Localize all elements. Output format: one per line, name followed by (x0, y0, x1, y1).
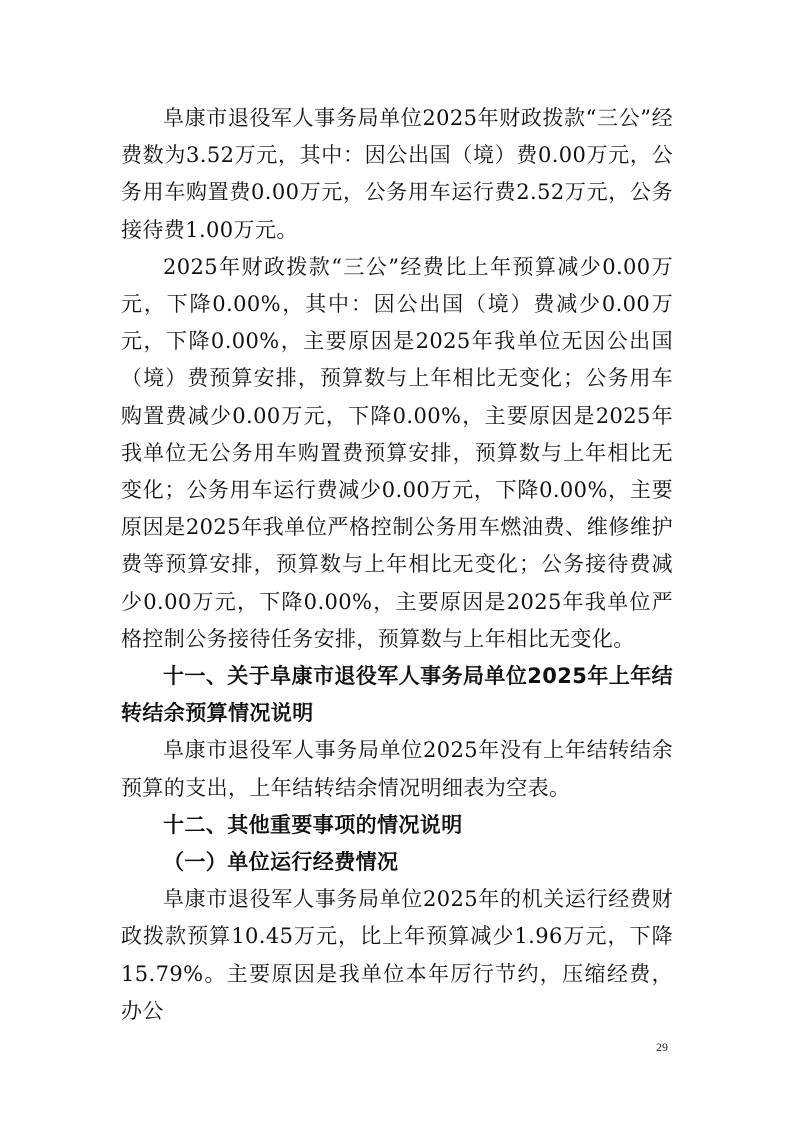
section-heading-11: 十一、关于阜康市退役军人事务局单位2025年上年结转结余预算情况说明 (121, 664, 673, 726)
section-heading-12: 十二、其他重要事项的情况说明 (163, 812, 463, 837)
paragraph-carryover-explanation: 阜康市退役军人事务局单位2025年没有上年结转结余预算的支出，上年结转结余情况明细表为空表。 (121, 738, 673, 800)
page-number: 29 (656, 1040, 668, 1054)
subsection-heading-operating-funds: （一）单位运行经费情况 (163, 850, 399, 875)
paragraph-operating-funds: 阜康市退役军人事务局单位2025年的机关运行经费财政拨款预算10.45万元，比上年预算减少1.96万元，下降15.79%。主要原因是我单位本年厉行节约，压缩经费，办公 (121, 887, 673, 1023)
paragraph-three-public-expenses-summary: 阜康市退役军人事务局单位2025年财政拨款“三公”经费数为3.52万元，其中：因公出国（境）费0.00万元，公务用车购置费0.00万元，公务用车运行费2.52万元，公务接待费1.00万元。 (121, 106, 673, 242)
paragraph-three-public-expenses-change: 2025年财政拨款“三公”经费比上年预算减少0.00万元，下降0.00%，其中：因公出国（境）费减少0.00万元，下降0.00%，主要原因是2025年我单位无因公出国（境）费预算安排，预算数与上年相比无变化；公务用车购置费减少0.00万元，下降0.00%，主要原因是2025年我单位无公务用车购置费预算安排，预算数与上年相比无变化；公务用车运行费减少0.00万元，下降0.00%，主要原因是2025年我单位严格控制公务用车燃油费、维修维护费等预算安排，预算数与上年相比无变化；公务接待费减少0.00万元，下降0.00%，主要原因是2025年我单位严格控制公务接待任务安排，预算数与上年相比无变化。 (121, 254, 673, 651)
document-body (121, 100, 673, 1030)
